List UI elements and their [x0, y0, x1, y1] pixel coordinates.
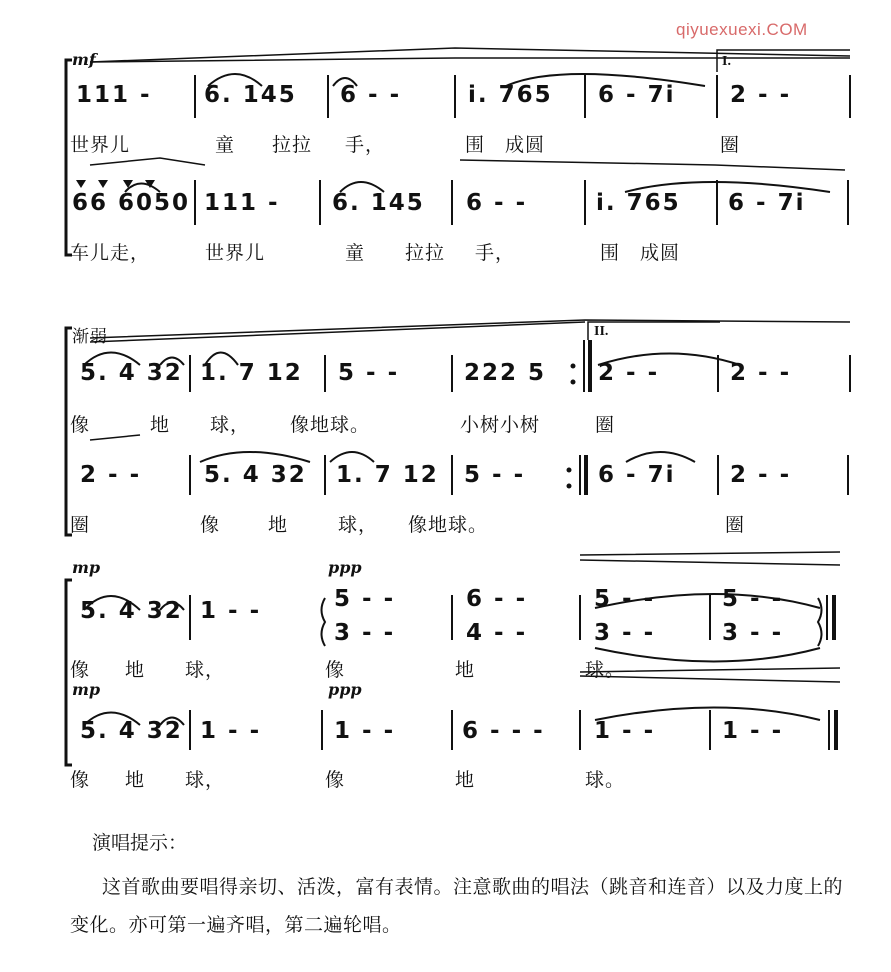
dynamic-mp-upper: mp	[72, 558, 101, 577]
s1-v1-bar4: i. 765	[468, 82, 553, 108]
s2-v2-bar3: 1. 7 12	[336, 462, 439, 488]
s2-v1-lyric-5: 小树小树	[460, 414, 541, 436]
s2-v2-bar6: 2 - -	[730, 462, 792, 488]
s1-v2-lyric-2: 世界儿	[205, 242, 266, 264]
s1-v2-bar3: 6. 145	[332, 190, 425, 216]
s1-v1-lyric-5: 围	[465, 134, 486, 156]
s3-v1-lyric-6: 球。	[585, 659, 626, 681]
s2-v1-lyric-4: 像地球。	[290, 414, 371, 436]
s3-v1-bar4-bottom: 4 - -	[466, 620, 528, 646]
s1-v2-bar1: 66 6050	[72, 190, 191, 216]
s1-v1-lyric-4: 手，	[345, 134, 386, 156]
s3-v1-bar3-top: 5 - -	[334, 586, 396, 612]
s3-v1-bar1: 5. 4 32	[80, 598, 183, 624]
s3-v2-lyric-2: 地	[125, 769, 146, 791]
s1-v2-lyric-1: 车儿走，	[70, 242, 151, 264]
s3-v2-bar5: 1 - -	[594, 718, 656, 744]
s1-v2-bar2: 111 -	[204, 190, 280, 216]
s3-v1-bar3-bottom: 3 - -	[334, 620, 396, 646]
dynamic-ppp-upper: ppp	[328, 558, 362, 577]
s3-v1-lyric-5: 地	[455, 659, 476, 681]
s3-v2-bar2: 1 - -	[200, 718, 262, 744]
s1-v1-lyric-3: 拉拉	[272, 134, 313, 156]
s3-v2-lyric-1: 像	[70, 769, 91, 791]
s2-v1-lyric-3: 球，	[210, 414, 251, 436]
watermark: qiyuexuexi.COM	[676, 20, 808, 39]
s2-v1-lyric-6: 圈	[595, 414, 616, 436]
s3-v2-bar1: 5. 4 32	[80, 718, 183, 744]
s3-v1-bar5-bottom: 3 - -	[594, 620, 656, 646]
s2-v2-lyric-6: 圈	[725, 514, 746, 536]
s1-v2-lyric-7: 成圆	[640, 242, 681, 264]
s2-v2-bar5: 6 - 7i	[598, 462, 676, 488]
s2-v2-lyric-3: 地	[268, 514, 289, 536]
s3-v2-bar3: 1 - -	[334, 718, 396, 744]
s2-v1-bar2: 1. 7 12	[200, 360, 303, 386]
s3-v1-lyric-3: 球，	[185, 659, 226, 681]
s3-v1-lyric-1: 像	[70, 659, 91, 681]
s1-v1-bar1: 111 -	[76, 82, 152, 108]
s3-v1-bar4-top: 6 - -	[466, 586, 528, 612]
s3-v2-lyric-3: 球，	[185, 769, 226, 791]
s1-v1-bar3: 6 - -	[340, 82, 402, 108]
s3-v2-lyric-6: 球。	[585, 769, 626, 791]
s1-v1-bar5: 6 - 7i	[598, 82, 676, 108]
dynamic-mp-lower: mp	[72, 680, 101, 699]
s1-v1-bar6: 2 - -	[730, 82, 792, 108]
s2-v1-bar3: 5 - -	[338, 360, 400, 386]
s2-v2-bar1: 2 - -	[80, 462, 142, 488]
s3-v1-bar5-top: 5 - -	[594, 586, 656, 612]
volta-1: I.	[722, 54, 731, 69]
dynamic-ppp-lower: ppp	[328, 680, 362, 699]
s2-v2-lyric-2: 像	[200, 514, 221, 536]
s1-v1-lyric-2: 童	[215, 134, 236, 156]
s1-v1-lyric-1: 世界儿	[70, 134, 131, 156]
s3-v2-bar6: 1 - -	[722, 718, 784, 744]
s3-v1-lyric-4: 像	[325, 659, 346, 681]
s3-v1-lyric-2: 地	[125, 659, 146, 681]
s1-v1-lyric-6: 成圆	[505, 134, 546, 156]
s1-v1-lyric-7: 圈	[720, 134, 741, 156]
s3-v1-bar6-top: 5 - -	[722, 586, 784, 612]
s1-v2-lyric-3: 童	[345, 242, 366, 264]
s3-v1-bar2: 1 - -	[200, 598, 262, 624]
s2-v2-bar2: 5. 4 32	[204, 462, 307, 488]
dynamic-diminuendo: 渐弱	[72, 327, 108, 347]
dynamic-mf: mf	[72, 50, 96, 69]
s1-v2-lyric-4: 拉拉	[405, 242, 446, 264]
s3-v1-bar6-bottom: 3 - -	[722, 620, 784, 646]
tips-body: 这首歌曲要唱得亲切、活泼，富有表情。注意歌曲的唱法（跳音和连音）以及力度上的变化。亦可第一遍齐唱，第二遍轮唱。	[70, 876, 844, 936]
s2-v1-lyric-2: 地	[150, 414, 171, 436]
s1-v2-bar6: 6 - 7i	[728, 190, 806, 216]
volta-2: II.	[594, 324, 609, 339]
tips-title: 演唱提示：	[92, 832, 188, 854]
s1-v2-lyric-5: 手，	[475, 242, 516, 264]
s1-v2-lyric-6: 围	[600, 242, 621, 264]
s1-v1-bar2: 6. 145	[204, 82, 297, 108]
s1-v2-bar4: 6 - -	[466, 190, 528, 216]
s2-v2-lyric-1: 圈	[70, 514, 91, 536]
s2-v1-bar1: 5. 4 32	[80, 360, 183, 386]
s1-v2-bar5: i. 765	[596, 190, 681, 216]
s2-v2-bar4: 5 - -	[464, 462, 526, 488]
s2-v2-lyric-5: 像地球。	[408, 514, 489, 536]
s3-v2-lyric-4: 像	[325, 769, 346, 791]
s2-v1-bar4: 222 5	[464, 360, 547, 386]
s2-v1-bar6: 2 - -	[730, 360, 792, 386]
s2-v2-lyric-4: 球，	[338, 514, 379, 536]
s3-v2-bar4: 6 - - -	[462, 718, 545, 744]
s2-v1-bar5: 2 - -	[598, 360, 660, 386]
s2-v1-lyric-1: 像	[70, 414, 91, 436]
s3-v2-lyric-5: 地	[455, 769, 476, 791]
